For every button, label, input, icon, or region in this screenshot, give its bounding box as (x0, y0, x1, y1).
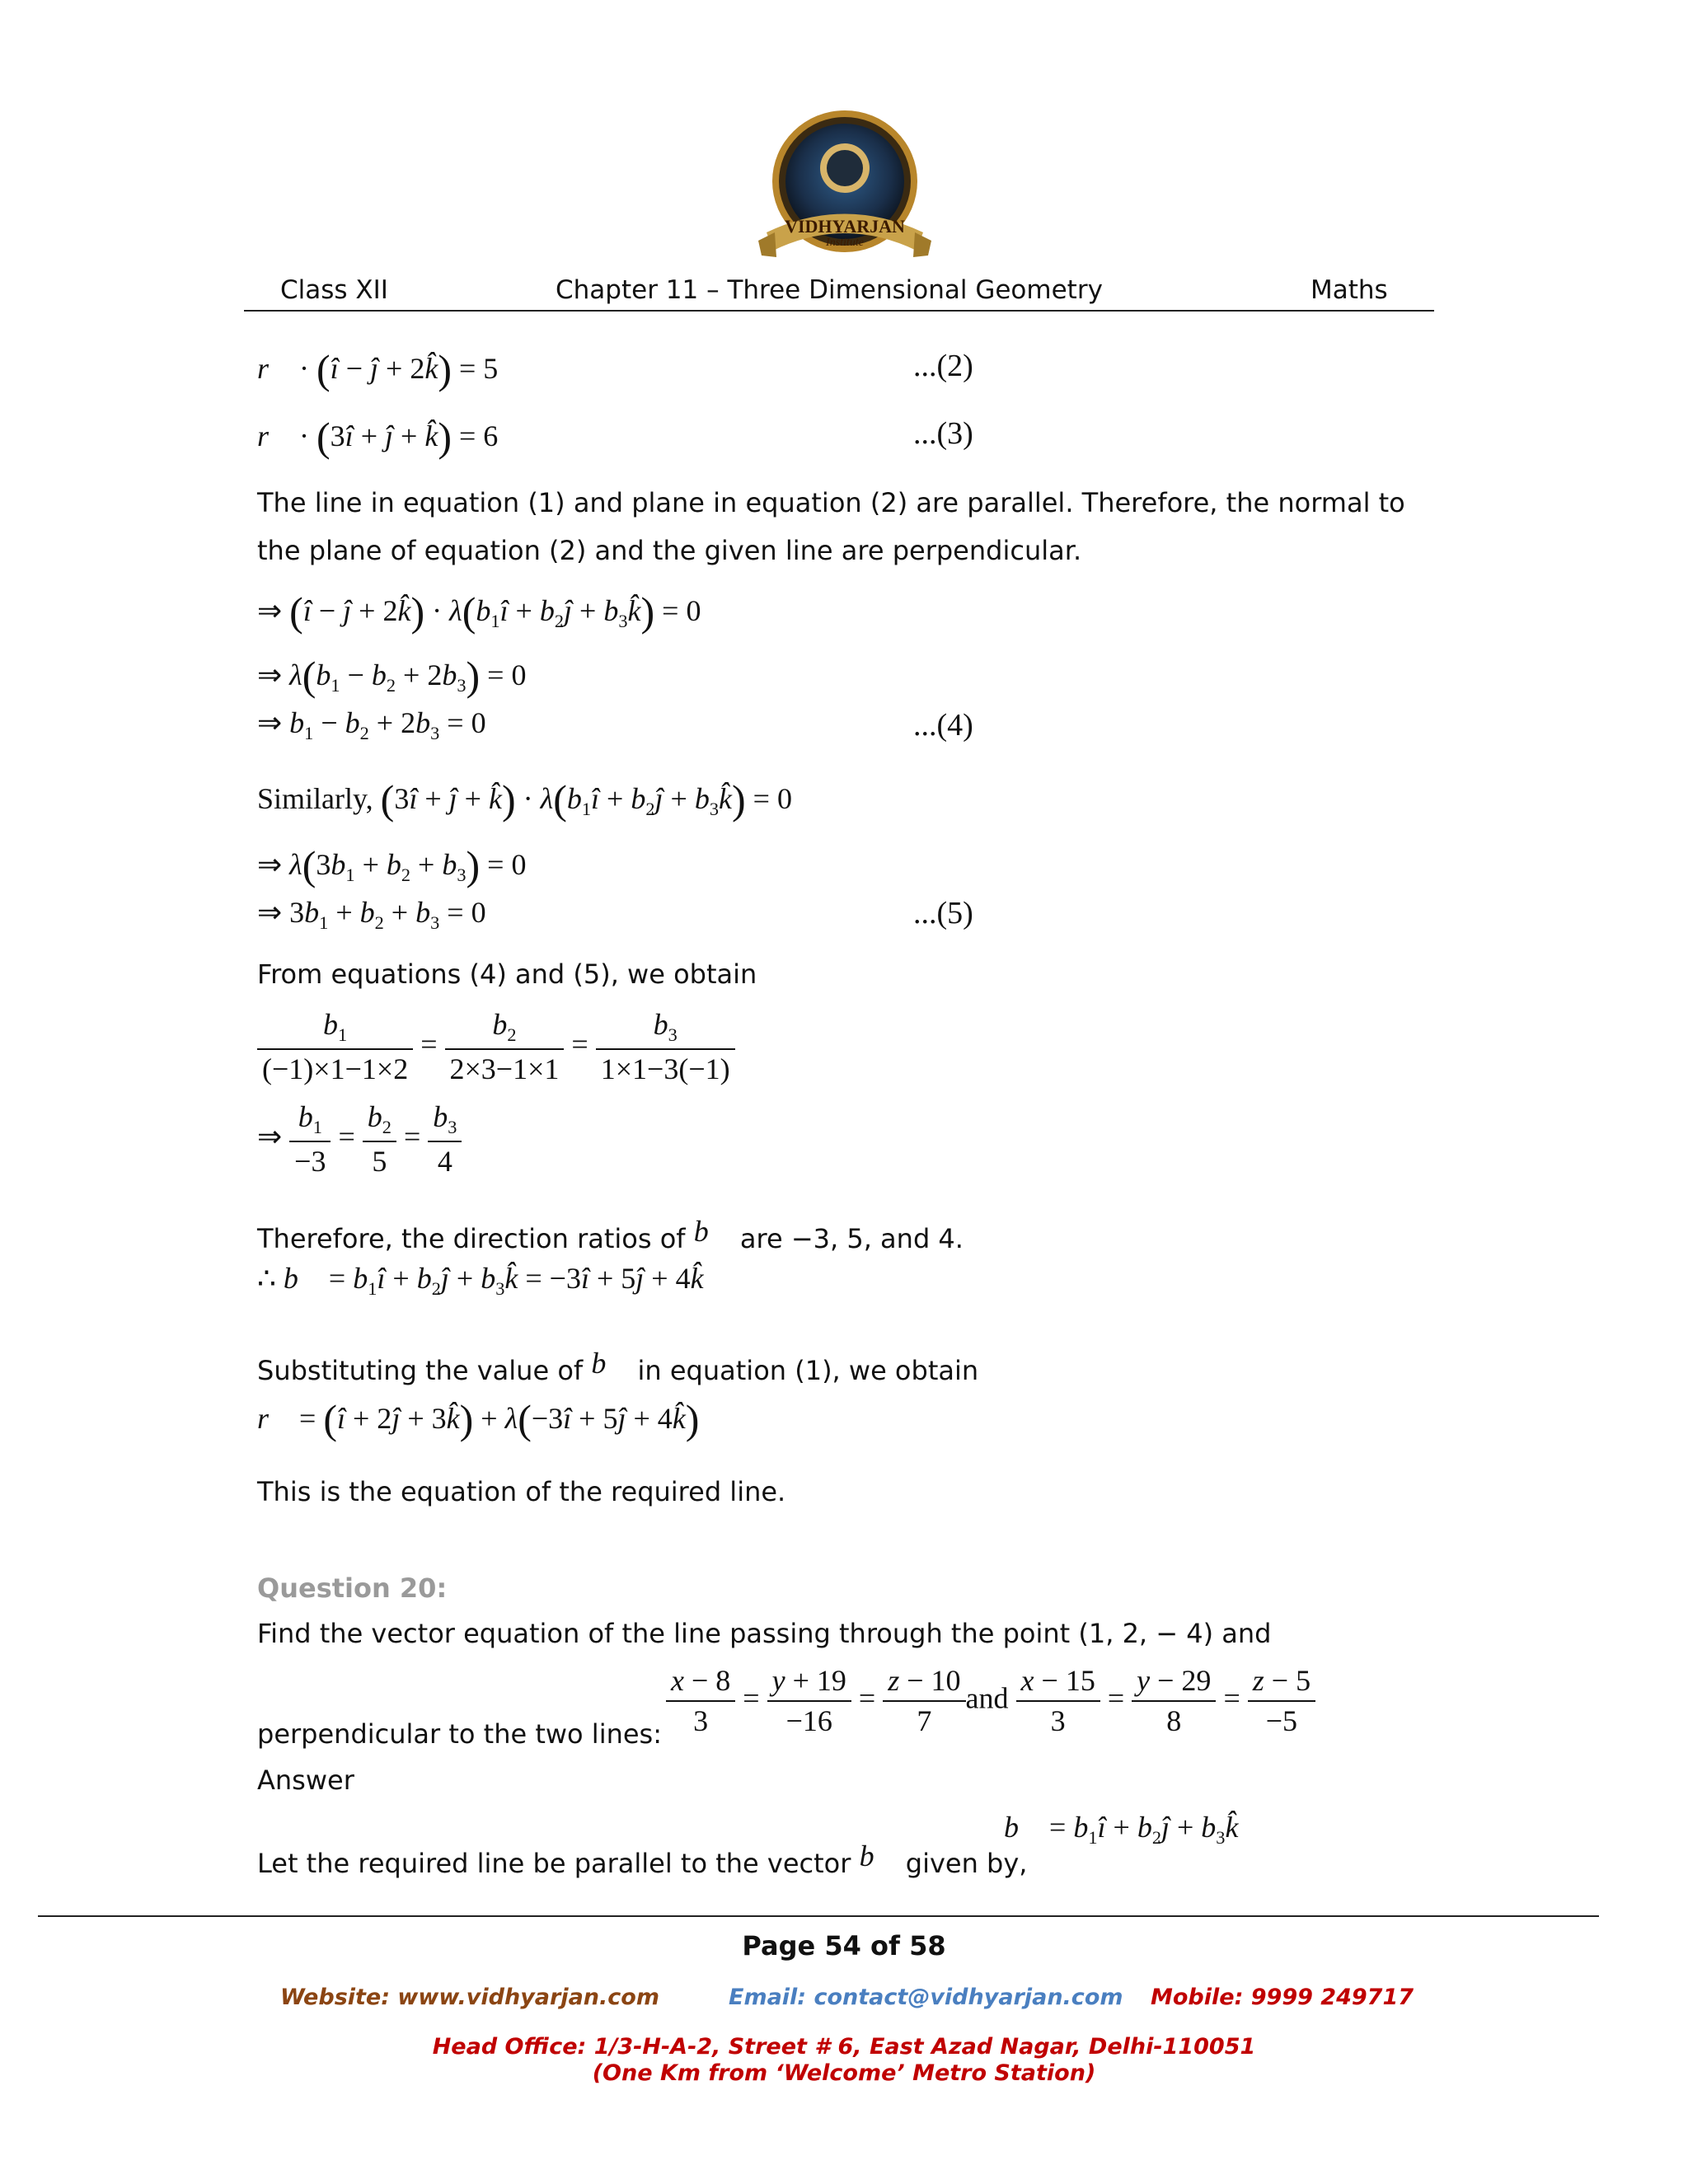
similarly-label: Similarly, (257, 782, 373, 815)
chapter-title: Chapter 11 – Three Dimensional Geometry (556, 275, 1103, 305)
question-line-2: perpendicular to the two lines: (257, 1718, 662, 1750)
mobile-number: Mobile: 9999 249717 (1151, 1985, 1414, 2010)
class-label: Class XII (280, 275, 388, 305)
derivation-line-1: ⇒ (î − ĵ + 2k̂) · $\lambda(b_1î$ + $b_2ĵ$ + $b_3k̂) = 0$ (257, 588, 701, 635)
from-equations-text: From equations (4) and (5), we obtain (257, 958, 757, 990)
derivation-line-3: ⇒ $\lambda(3b_1 + b_2 + b_3) = 0$ (257, 842, 527, 888)
let-required-line-text (257, 1841, 1027, 1877)
let-after: given by, (897, 1848, 1028, 1879)
subst-before: Substituting the value of (257, 1355, 592, 1386)
line-equation-result: r⃗ = (î + 2ĵ + 3k̂) + λ(−3î + 5ĵ + 4k̂) (257, 1396, 700, 1442)
and-label: and (965, 1681, 1009, 1715)
answer-label: Answer (257, 1765, 354, 1796)
two-lines-equations: $\frac{x - 8}{3}$ = $\frac{y + 19}{-16}$ = $\frac{z - 10}{7}$ and $\frac{x - 15}{3}$ = $\frac{y - 29}{8}$ = $\frac{z - 5}{-5}$ (666, 1663, 1315, 1739)
equation-2: r⃗ · (î − ĵ + 2k̂) = 5 (257, 346, 499, 392)
equation-2-label: ...(2) (913, 349, 973, 383)
paragraph-line-2: the plane of equation (2) and the given line are perpendicular. (257, 535, 1082, 566)
equation-4-label: ...(4) (913, 708, 973, 743)
page-info: Page 54 of 58 (742, 1930, 946, 1961)
equation-3-label: ...(3) (913, 416, 973, 451)
email-link[interactable]: Email: contact@vidhyarjan.com (729, 1985, 1123, 2010)
equation-3: r⃗ · (3î + ĵ + k̂) = 6 (257, 414, 499, 460)
let-before: Let the required line be parallel to the vector (257, 1848, 860, 1879)
website-link[interactable]: Website: www.vidhyarjan.com (280, 1985, 659, 2010)
b-vector-symbol-2: b⃗ (591, 1347, 630, 1380)
derivation-line-2: ⇒ $\lambda(b_1 - b_2 + 2b_3) = 0$ (257, 653, 527, 699)
b-vector-definition: b⃗ = $b_1î$ + $b_2ĵ$ + $b_3k̂$ (1004, 1811, 1239, 1849)
footer-rule (38, 1915, 1599, 1917)
paragraph-line-1: The line in equation (1) and plane in equation (2) are parallel. Therefore, the normal to (257, 487, 1405, 518)
substituting-text (257, 1348, 978, 1384)
similarly-line: Similarly, (3î + ĵ + k̂) · $\lambda(b_1î$ + $b_2ĵ$ + $b_3k̂) = 0$ (257, 776, 792, 823)
header-rule (244, 310, 1434, 312)
direction-ratio-fractions: ⇒ $\frac{b_1}{-3}$ = $\frac{b_2}{5}$ = $\frac{b_3}{4}$ (257, 1099, 462, 1179)
b-vector-symbol: b⃗ (693, 1215, 732, 1248)
address-line-1: Head Office: 1/3-H-A-2, Street # 6, East Azad Nagar, Delhi-110051 (432, 2034, 1256, 2060)
subject-label: Maths (1311, 275, 1388, 305)
subst-after: in equation (1), we obtain (629, 1355, 979, 1386)
logo-subtext: Institute (826, 237, 864, 249)
address-line-2: (One Km from ‘Welcome’ Metro Station) (592, 2060, 1096, 2086)
logo-text: VIDHYARJAN (785, 216, 905, 237)
equation-4: ⇒ $b_1 - b_2 + 2b_3 = 0$ (257, 706, 486, 744)
equation-5-label: ...(5) (913, 896, 973, 930)
question-heading: Question 20: (257, 1572, 448, 1604)
cross-multiplication: $\frac{b_1}{(-1)\times 1-1\times 2}$ = $\frac{b_2}{2\times 3-1\times 1}$ = $\frac{b_3}{1\times 1-3(-1)}$ (257, 1007, 735, 1087)
conclusion-text: This is the equation of the required line. (257, 1476, 786, 1507)
dr-after: are −3, 5, and 4. (731, 1223, 964, 1254)
b-vector-symbol-3: b⃗ (859, 1840, 898, 1872)
question-line-1: Find the vector equation of the line passing through the point (1, 2, − 4) and (257, 1618, 1272, 1649)
dr-before: Therefore, the direction ratios of (257, 1223, 694, 1254)
b-vector-result: ∴ b⃗ = $b_1î$ + $b_2ĵ$ + $b_3k̂$ = −3î + 5ĵ + 4k̂ (257, 1262, 704, 1300)
direction-ratios-text (257, 1216, 964, 1252)
institute-logo (758, 109, 931, 274)
equation-5: ⇒ $3b_1 + b_2 + b_3 = 0$ (257, 896, 486, 934)
